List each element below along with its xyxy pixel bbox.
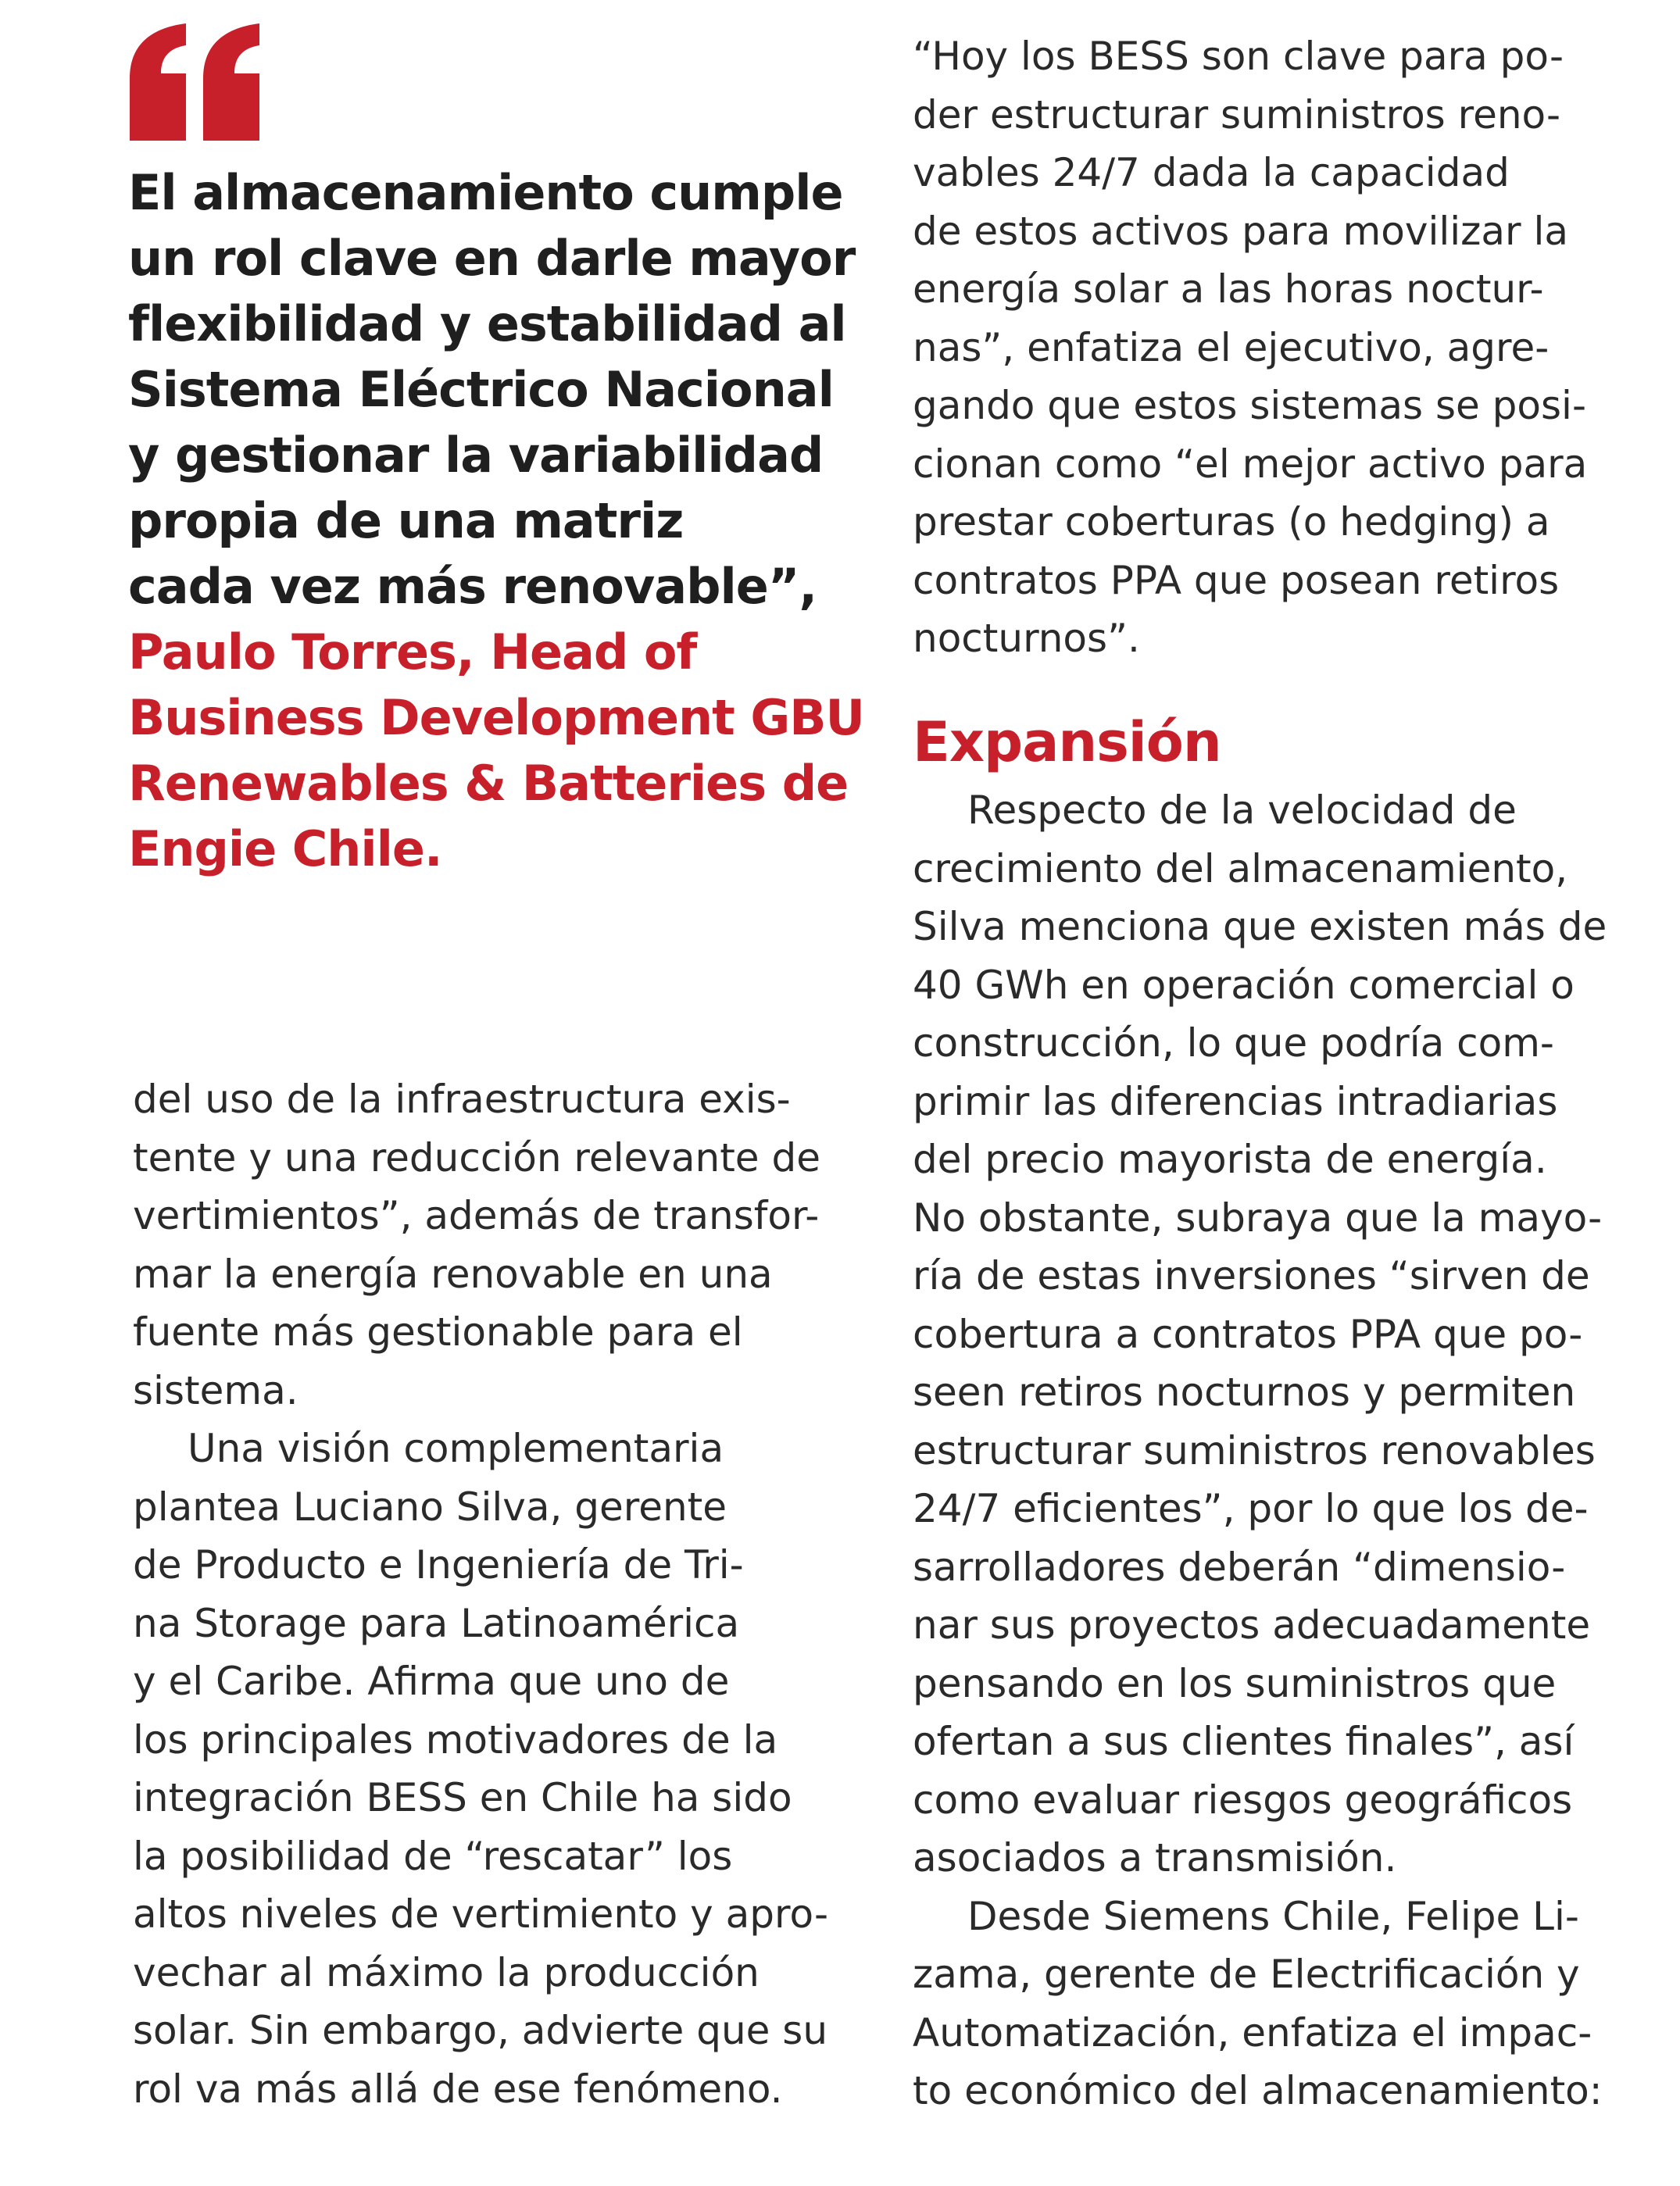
pull-quote-line: El almacenamiento cumple (128, 164, 843, 221)
body-line: Desde Siemens Chile, Felipe Li- (967, 1893, 1579, 1939)
body-line: Respecto de la velocidad de (967, 788, 1517, 833)
body-line: vertimientos”, además de transfor- (133, 1193, 820, 1238)
right-column-body-top (913, 27, 1647, 668)
pull-quote-line: propia de una matriz (128, 492, 684, 549)
body-line: contratos PPA que posean retiros (913, 557, 1560, 603)
body-line: nocturnos”. (913, 616, 1140, 661)
body-line: los principales motivadores de la (133, 1716, 778, 1763)
body-line: del uso de la infraestructura exis- (133, 1077, 791, 1122)
body-line: de estos activos para movilizar la (913, 208, 1568, 254)
pull-quote-line: flexibilidad y estabilidad al (128, 295, 846, 352)
body-line: 40 GWh en operación comercial o (913, 962, 1575, 1008)
body-line: nas”, enfatiza el ejecutivo, agre- (913, 324, 1550, 370)
pull-quote-line: un rol clave en darle mayor (128, 230, 856, 287)
body-line: seen retiros nocturnos y permiten (913, 1370, 1576, 1415)
body-line: “Hoy los BESS son clave para po- (913, 34, 1564, 79)
body-line: crecimiento del almacenamiento, (913, 845, 1568, 891)
body-line: No obstante, subraya que la mayo- (913, 1195, 1603, 1241)
body-line: Automatización, enfatiza el impac- (913, 2009, 1592, 2056)
quote-mark-icon (125, 23, 266, 141)
body-line: to económico del almacenamiento: (913, 2068, 1603, 2113)
body-line: der estructurar suministros reno- (913, 91, 1561, 138)
body-line: Una visión complementaria (188, 1426, 724, 1471)
body-line: na Storage para Latinoamérica (133, 1600, 740, 1646)
body-line: construcción, lo que podría com- (913, 1020, 1554, 1066)
pull-quote-line: Sistema Eléctrico Nacional (128, 361, 834, 418)
pull-quote-attribution: Engie Chile. (128, 820, 442, 877)
pull-quote (128, 160, 864, 882)
body-line: estructurar suministros renovables (913, 1427, 1596, 1473)
pull-quote-attribution: Renewables & Batteries de (128, 755, 849, 812)
body-line: nar sus proyectos adecuadamente (913, 1602, 1591, 1648)
body-line: cobertura a contratos PPA que po- (913, 1311, 1583, 1357)
body-line: la posibilidad de “rescatar” los (133, 1833, 733, 1879)
body-line: tente y una reducción relevante de (133, 1134, 820, 1181)
body-line: asociados a transmisión. (913, 1835, 1397, 1881)
body-line: sarrolladores deberán “dimensio- (913, 1544, 1566, 1590)
body-line: gando que estos sistemas se posi- (913, 383, 1586, 428)
pull-quote-attribution: Paulo Torres, Head of (128, 623, 697, 680)
body-line: del precio mayorista de energía. (913, 1137, 1547, 1182)
body-line: integración BESS en Chile ha sido (133, 1775, 792, 1820)
body-line: rol va más allá de ese fenómeno. (133, 2066, 783, 2112)
body-line: mar la energía renovable en una (133, 1251, 773, 1297)
section-heading: Expansión (913, 710, 1221, 774)
body-line: solar. Sin embargo, advierte que su (133, 2008, 828, 2053)
pull-quote-line: cada vez más renovable”, (128, 558, 817, 615)
body-line: de Producto e Ingeniería de Tri- (133, 1542, 744, 1588)
body-line: plantea Luciano Silva, gerente (133, 1484, 727, 1530)
body-line: energía solar a las horas noctur- (913, 266, 1544, 312)
pull-quote-attribution: Business Development GBU (128, 689, 864, 746)
left-column-body (133, 1070, 860, 2118)
body-line: 24/7 eficientes”, por lo que los de- (913, 1486, 1589, 1531)
body-line: y el Caribe. Afirma que uno de (133, 1659, 730, 1704)
body-line: como evaluar riesgos geográficos (913, 1777, 1573, 1823)
body-line: altos niveles de vertimiento y apro- (133, 1891, 829, 1937)
body-line: sistema. (133, 1367, 298, 1413)
body-line: zama, gerente de Electrificación y (913, 1952, 1580, 1997)
body-line: Silva menciona que existen más de (913, 904, 1607, 949)
body-line: prestar coberturas (o hedging) a (913, 499, 1550, 545)
body-line: vechar al máximo la producción (133, 1949, 760, 1995)
body-line: ría de estas inversiones “sirven de (913, 1253, 1590, 1298)
body-line: fuente más gestionable para el (133, 1309, 743, 1355)
right-column-body-bottom (913, 781, 1655, 2120)
pull-quote-line: y gestionar la variabilidad (128, 427, 824, 484)
body-line: vables 24/7 dada la capacidad (913, 150, 1510, 195)
body-line: ofertan a sus clientes finales”, así (913, 1719, 1575, 1764)
body-line: cionan como “el mejor activo para (913, 441, 1588, 487)
body-line: pensando en los suministros que (913, 1660, 1557, 1706)
body-line: primir las diferencias intradiarias (913, 1078, 1558, 1124)
